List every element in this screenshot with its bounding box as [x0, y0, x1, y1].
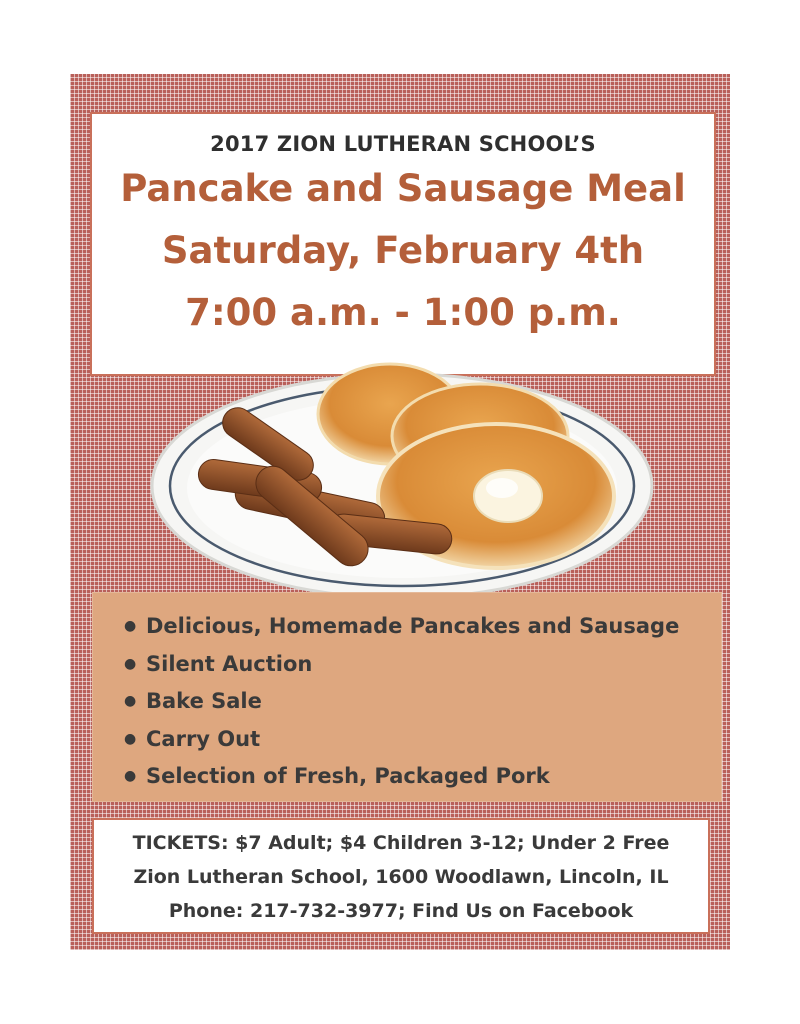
feature-item: ● Delicious, Homemade Pancakes and Sausage [124, 608, 722, 646]
feature-item: ● Carry Out [124, 721, 722, 759]
bullet-icon: ● [124, 618, 137, 634]
bullet-icon: ● [124, 655, 137, 672]
tickets-line: TICKETS: $7 Adult; $4 Children 3-12; Under 2 Free [132, 832, 670, 854]
features-list [124, 608, 722, 796]
pancakes-and-sausage-plate-icon [140, 336, 660, 606]
feature-item: ● Silent Auction [124, 646, 722, 684]
feature-item: ● Bake Sale [124, 683, 722, 721]
bullet-icon: ● [124, 693, 137, 709]
address-line: Zion Lutheran School, 1600 Woodlawn, Lincoln, IL [133, 866, 669, 888]
feature-item: ● Selection of Fresh, Packaged Pork [124, 758, 722, 796]
event-title: Pancake and Sausage Meal [120, 167, 686, 210]
contact-line: Phone: 217-732-3977; Find Us on Facebook [168, 900, 634, 922]
flyer-background [70, 74, 730, 950]
school-subtitle: 2017 ZION LUTHERAN SCHOOL’S [210, 132, 596, 156]
bullet-icon: ● [124, 768, 137, 784]
event-time: 7:00 a.m. - 1:00 p.m. [185, 291, 621, 334]
info-box [92, 818, 710, 934]
event-date: Saturday, February 4th [161, 229, 645, 272]
bullet-icon: ● [124, 730, 137, 747]
features-box [92, 592, 722, 802]
